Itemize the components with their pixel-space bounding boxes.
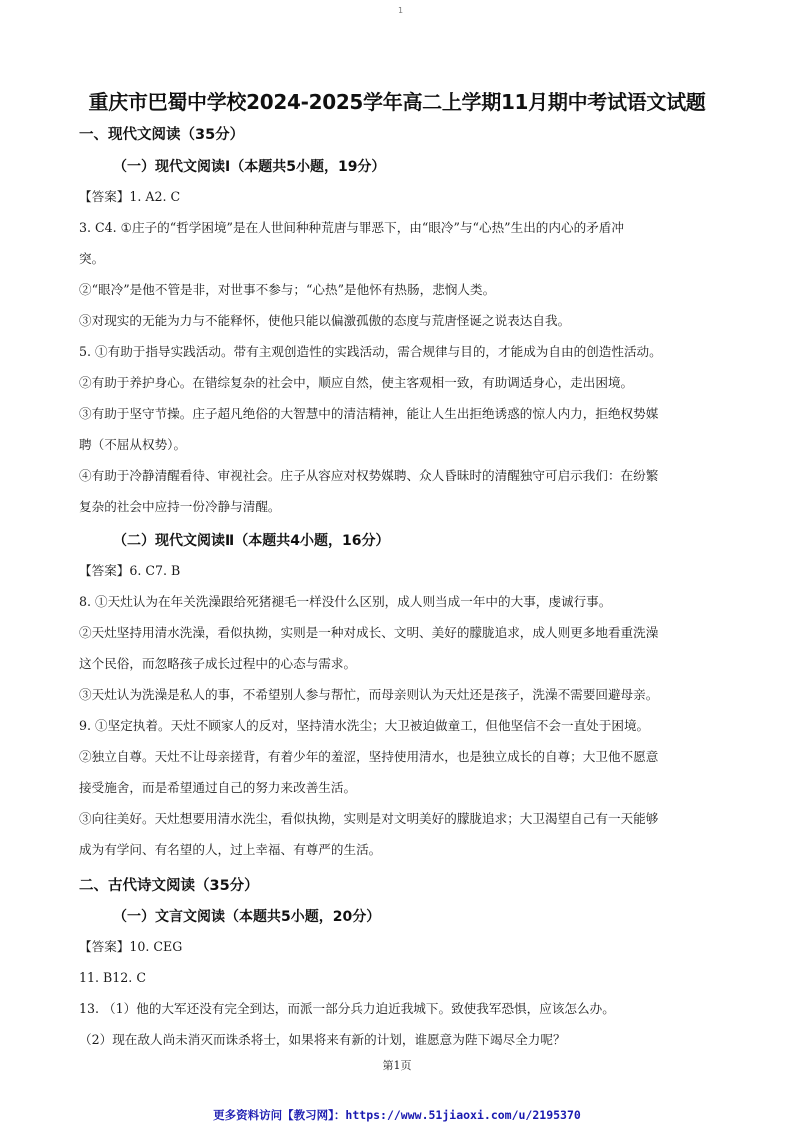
answer-line: ③向往美好。天灶想要用清水洗尘，看似执拗，实则是对文明美好的朦胧追求；大卫渴望自己有一天能够 (79, 811, 659, 826)
answer-line: 【答案】6. C7. B (79, 563, 181, 578)
answer-line: ③天灶认为洗澡是私人的事，不希望别人参与帮忙，而母亲则认为天灶还是孩子，洗澡不需要回避母亲。 (79, 687, 659, 702)
footer-link[interactable]: 更多资料访问【教习网】：https://www.51jiaoxi.com/u/2195370 (213, 1108, 581, 1122)
answer-line: ④有助于冷静清醒看待、审视社会。庄子从容应对权势媒聘、众人昏昧时的清醒独守可启示我们：在纷繁 (79, 468, 659, 483)
page-top-mark: 1 (398, 6, 404, 15)
subsection-heading-reading-1: （一）现代文阅读Ⅰ（本题共5小题，19分） (113, 159, 386, 175)
answer-line: 接受施舍，而是希望通过自己的努力来改善生活。 (79, 780, 357, 795)
answer-line: 13. （1）他的大军还没有完全到达，而派一部分兵力迫近我城下。致使我军恐惧，应该怎么办。 (79, 1001, 615, 1016)
answer-line: （2）现在敌人尚未消灭而诛杀将士，如果将来有新的计划，谁愿意为陛下竭尽全力呢？ (79, 1032, 566, 1047)
answer-line: 【答案】10. CEG (79, 939, 183, 954)
page-number: 第1页 (382, 1059, 412, 1072)
subsection-heading-classical-1: （一）文言文阅读（本题共5小题，20分） (113, 909, 381, 925)
answer-line: ②天灶坚持用清水洗澡，看似执拗，实则是一种对成长、文明、美好的朦胧追求，成人则更多地看重洗澡 (79, 625, 659, 640)
answer-line: 聘（不屈从权势）。 (79, 437, 187, 452)
section-heading-modern-reading: 一、现代文阅读（35分） (79, 127, 245, 143)
answer-line: 突。 (79, 251, 105, 266)
answer-line: 成为有学问、有名望的人，过上幸福、有尊严的生活。 (79, 842, 382, 857)
subsection-heading-reading-2: （二）现代文阅读Ⅱ（本题共4小题，16分） (113, 533, 390, 549)
answer-line: 复杂的社会中应持一份冷静与清醒。 (79, 499, 281, 514)
answer-line: ③有助于坚守节操。庄子超凡绝俗的大智慧中的清洁精神，能让人生出拒绝诱惑的惊人内力，拒绝权势媒 (79, 406, 659, 421)
answer-line: ②有助于养护身心。在错综复杂的社会中，顺应自然，使主客观相一致，有助调适身心，走出困境。 (79, 375, 634, 390)
answer-line: ②独立自尊。天灶不让母亲搓背，有着少年的羞涩，坚持使用清水，也是独立成长的自尊；大卫他不愿意 (79, 749, 659, 764)
answer-line: ②“眼冷”是他不管是非，对世事不参与；“心热”是他怀有热肠，悲悯人类。 (79, 282, 496, 297)
answer-line: 【答案】1. A2. C (79, 189, 181, 204)
answer-line: ③对现实的无能为力与不能释怀，使他只能以偏激孤傲的态度与荒唐怪诞之说表达自我。 (79, 313, 571, 328)
answer-line: 9. ①坚定执着。天灶不顾家人的反对，坚持清水洗尘；大卫被迫做童工，但他坚信不会一直处于困境。 (79, 718, 650, 733)
answer-line: 11. B12. C (79, 970, 146, 985)
section-heading-classical-reading: 二、古代诗文阅读（35分） (79, 878, 259, 894)
answer-line: 5. ①有助于指导实践活动。带有主观创造性的实践活动，需合规律与目的，才能成为自由的创造性活动。 (79, 344, 662, 359)
document-title: 重庆市巴蜀中学校2024-2025学年高二上学期11月期中考试语文试题 (88, 90, 706, 114)
answer-line: 这个民俗，而忽略孩子成长过程中的心态与需求。 (79, 656, 357, 671)
answer-line: 8. ①天灶认为在年关洗澡跟给死猪褪毛一样没什么区别，成人则当成一年中的大事，虔诚行事。 (79, 594, 612, 609)
answer-line: 3. C4. ①庄子的“哲学困境”是在人世间种种荒唐与罪恶下，由“眼冷”与“心热”生出的内心的矛盾冲 (79, 220, 624, 235)
